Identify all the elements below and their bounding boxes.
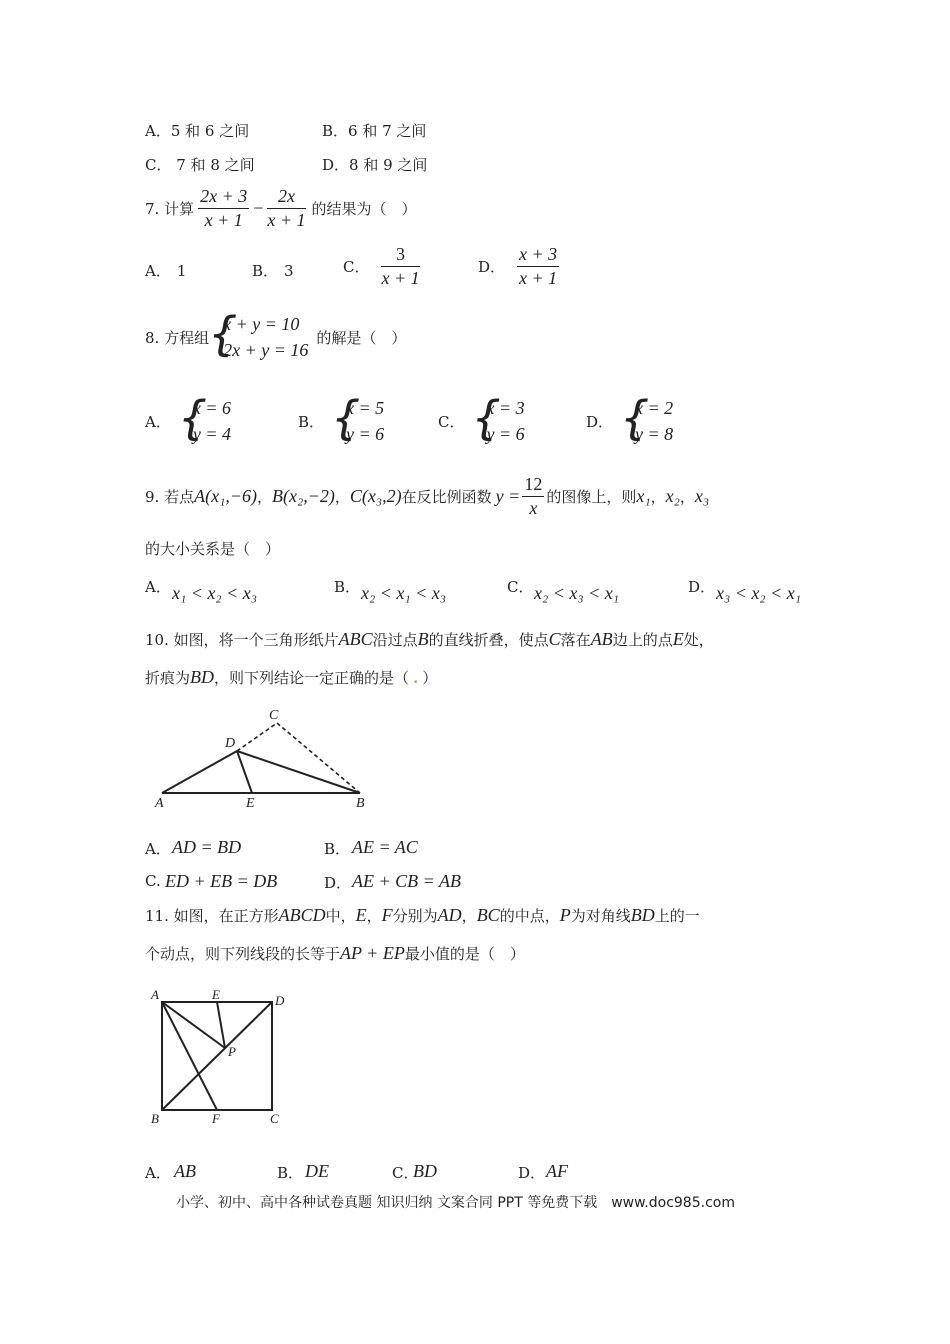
- q9-point-b: B(x₂,−2): [272, 486, 335, 506]
- q11-label-d: D: [275, 993, 285, 1008]
- q9-comma-1: ，: [650, 488, 666, 506]
- q10-dot: .: [413, 669, 419, 687]
- q10-option-a-label: A．: [145, 840, 171, 858]
- q10-ab: AB: [590, 629, 613, 649]
- q7-option-b: [252, 260, 294, 281]
- q11-line2: [145, 943, 525, 964]
- q7-a-value: 1: [176, 262, 187, 280]
- q10-text-e: 边上的点: [612, 631, 673, 649]
- q11-bd: BD: [630, 905, 655, 925]
- q11-comma-2: ，: [461, 907, 477, 925]
- q7-c-num: 3: [381, 244, 419, 267]
- q9-line2: 的大小关系是（ ）: [145, 540, 281, 558]
- q7-b-label: B．: [252, 262, 279, 280]
- q7-d-fraction: [517, 244, 559, 289]
- q10-segment-cb: [277, 723, 360, 793]
- q7-c-label: C．: [343, 258, 370, 276]
- q10-label-e: E: [246, 796, 255, 811]
- q8-stem-post: 的解是（ ）: [316, 328, 407, 347]
- q9-var-3: x₃: [694, 486, 710, 506]
- q8-stem: [145, 311, 406, 363]
- q8-a-eq2: y = 4: [192, 424, 231, 444]
- q10-option-b-label: B．: [324, 840, 351, 858]
- q10-segment-de: [237, 751, 252, 793]
- q8-b-eq1: { x = 5: [346, 398, 385, 418]
- q9-stem: [145, 474, 709, 519]
- q7-stem-pre: 7. 计算: [145, 200, 195, 218]
- q9-option-c-label: C．: [507, 578, 534, 596]
- q10-line1: [145, 629, 714, 650]
- q10-label-b: B: [356, 796, 365, 811]
- q11-comma: ，: [366, 907, 382, 925]
- q9-option-b-value: x₂ < x₁ < x₃: [361, 583, 447, 603]
- q10-e: E: [672, 629, 684, 649]
- q11-text-c: 分别为: [392, 907, 438, 925]
- q10-label-d: D: [225, 736, 236, 751]
- q11-text-h: 最小值的是（ ）: [404, 945, 525, 963]
- q9-sep-1: ，: [256, 488, 272, 506]
- q10-option-c-label: C.: [145, 872, 161, 890]
- q11-label-f: F: [212, 1111, 220, 1126]
- q9-func-lhs: y =: [495, 486, 521, 506]
- q9-option-d-value: x₃ < x₂ < x₁: [716, 583, 802, 603]
- q10-option-c-value: ED + EB = DB: [165, 871, 278, 891]
- q9-func-den: x: [529, 498, 538, 518]
- q8-system: [211, 311, 308, 363]
- q8-eq2: 2x + y = 16: [223, 340, 309, 360]
- q7-fraction-1: [198, 186, 249, 231]
- q11-option-d-label: D．: [518, 1164, 546, 1182]
- q9-comma-2: ，: [679, 488, 695, 506]
- q8-d-label: D．: [586, 412, 614, 431]
- q11-label-c: C: [270, 1111, 279, 1126]
- q11-label-b: B: [151, 1111, 159, 1126]
- q11-text-e: 为对角线: [570, 907, 631, 925]
- q11-text-b: 中，: [325, 907, 356, 925]
- q8-option-d: [586, 395, 673, 447]
- q10-text-g: 折痕为: [145, 669, 191, 687]
- q11-text-f: 上的一: [654, 907, 700, 925]
- q11-e: E: [355, 905, 367, 925]
- q9-var-2: x₂: [665, 486, 680, 506]
- q11-segment-ap: [162, 1002, 225, 1048]
- footer-text: 小学、初中、高中各种试卷真题 知识归纳 文案合同 PPT 等免费下载 www.doc985.com: [176, 1195, 735, 1211]
- q9-option-d-label: D．: [688, 578, 716, 596]
- q7-option-c: [343, 244, 420, 289]
- q9-mid-text: 在反比例函数: [401, 488, 492, 506]
- q9-stem-pre: 9. 若点: [145, 488, 195, 506]
- q8-d-system: [623, 395, 673, 447]
- q10-b: B: [417, 629, 429, 649]
- q11-label-a: A: [151, 987, 159, 1002]
- q8-c-label: C．: [438, 412, 465, 431]
- q11-p: P: [559, 905, 571, 925]
- q7-f1-den: x + 1: [204, 210, 243, 230]
- q9-func-fraction: [522, 474, 544, 519]
- q8-a-label: A．: [145, 412, 171, 431]
- q6-option-d: D．8 和 9 之间: [322, 156, 428, 174]
- q9-option-b-label: B．: [334, 578, 361, 596]
- q7-a-label: A．: [145, 262, 171, 280]
- q8-a-system: [181, 395, 231, 447]
- q9-point-c: C(x₃,2): [349, 486, 402, 506]
- q11-option-a-value: AB: [174, 1161, 196, 1181]
- q10-segment-ad: [162, 751, 237, 793]
- q9-option-a-label: A．: [145, 578, 171, 596]
- q11-segment-af: [162, 1002, 217, 1110]
- q11-abcd: ABCD: [278, 905, 326, 925]
- q11-option-c-label: C．: [392, 1164, 419, 1182]
- q8-option-c: [438, 395, 525, 447]
- q10-text-h: ，则下列结论一定正确的是（: [214, 669, 410, 687]
- q11-expr: AP + EP: [340, 943, 405, 963]
- q10-option-b-value: AE = AC: [352, 837, 418, 857]
- q8-option-b: [298, 395, 384, 447]
- q6-option-b: B．6 和 7 之间: [322, 122, 427, 140]
- q10-text-d: 落在: [560, 631, 591, 649]
- q11-text-g: 个动点，则下列线段的长等于: [145, 945, 341, 963]
- q10-label-c: C: [269, 708, 279, 723]
- q11-f: F: [381, 905, 393, 925]
- q10-text-f: 处，: [683, 631, 714, 649]
- q10-c: C: [548, 629, 561, 649]
- q9-sep-2: ，: [334, 488, 350, 506]
- q7-f2-num: 2x: [267, 186, 305, 209]
- q10-option-a-value: AD = BD: [172, 837, 242, 857]
- q8-eq1: { x + y = 10: [223, 314, 300, 334]
- q7-f1-num: 2x + 3: [198, 186, 249, 209]
- q9-tail: 的图像上，则: [546, 488, 637, 506]
- q11-ad: AD: [437, 905, 462, 925]
- q8-stem-pre: 8. 方程组: [145, 328, 210, 347]
- q11-option-d-value: AF: [546, 1161, 568, 1181]
- q9-option-a-value: x₁ < x₂ < x₃: [172, 583, 258, 603]
- q7-d-label: D．: [478, 258, 506, 276]
- q8-c-eq1: { x = 3: [486, 398, 525, 418]
- q7-f2-den: x + 1: [267, 210, 306, 230]
- q10-text-c: 的直线折叠，使点: [428, 631, 549, 649]
- q7-c-fraction: [381, 244, 419, 289]
- q10-figure: [150, 703, 375, 813]
- q8-d-eq2: y = 8: [635, 424, 674, 444]
- q10-segment-dc: [237, 723, 277, 751]
- q8-d-eq1: { x = 2: [635, 398, 674, 418]
- q11-label-e: E: [212, 987, 220, 1002]
- q10-text-a: 10. 如图，将一个三角形纸片: [145, 631, 339, 649]
- q11-text-a: 11. 如图，在正方形: [145, 907, 279, 925]
- q11-text-d: 的中点，: [499, 907, 560, 925]
- q10-segment-db: [237, 751, 360, 793]
- q8-option-a: [145, 395, 231, 447]
- q10-label-a: A: [155, 796, 164, 811]
- q7-c-den: x + 1: [381, 268, 420, 288]
- q7-minus: −: [253, 198, 264, 218]
- q7-b-value: 3: [284, 262, 294, 280]
- q9-option-c-value: x₂ < x₃ < x₁: [534, 583, 620, 603]
- q10-text-b: 沿过点: [372, 631, 418, 649]
- q11-label-p: P: [228, 1044, 236, 1059]
- q8-b-label: B．: [298, 412, 325, 431]
- q11-diagonal-bd: [162, 1002, 272, 1110]
- q11-option-b-label: B．: [277, 1164, 304, 1182]
- q11-segment-ep: [217, 1002, 225, 1048]
- q11-option-a-label: A．: [145, 1164, 171, 1182]
- q11-bc: BC: [476, 905, 500, 925]
- q8-b-eq2: y = 6: [346, 424, 385, 444]
- q11-line1: [145, 905, 700, 926]
- q7-stem-post: 的结果为（ ）: [311, 200, 417, 218]
- q7-option-d: [478, 244, 559, 289]
- q7-d-den: x + 1: [519, 268, 558, 288]
- q9-var-1: x₁: [636, 486, 651, 506]
- q6-option-c: C． 7 和 8 之间: [145, 156, 255, 174]
- q10-option-d-label: D．: [324, 874, 352, 892]
- q8-c-eq2: y = 6: [486, 424, 525, 444]
- q8-b-system: [334, 395, 384, 447]
- q10-close-paren: ）: [422, 669, 438, 687]
- q10-abc: ABC: [338, 629, 373, 649]
- q11-figure: [148, 985, 296, 1130]
- q9-point-a: A(x₁,−6): [194, 486, 257, 506]
- q7-stem: [145, 186, 417, 231]
- q10-bd: BD: [190, 667, 215, 687]
- q7-fraction-2: [267, 186, 305, 231]
- q7-d-num: x + 3: [517, 244, 559, 267]
- q11-option-b-value: DE: [305, 1161, 329, 1181]
- q9-func-num: 12: [522, 474, 544, 497]
- q7-option-a: [145, 260, 186, 281]
- q8-a-eq1: { x = 6: [192, 398, 231, 418]
- q10-option-d-value: AE + CB = AB: [352, 871, 461, 891]
- q8-c-system: [474, 395, 524, 447]
- q10-line2: [145, 667, 437, 688]
- q6-option-a: A．5 和 6 之间: [145, 122, 250, 140]
- q11-option-c-value: BD: [413, 1161, 437, 1181]
